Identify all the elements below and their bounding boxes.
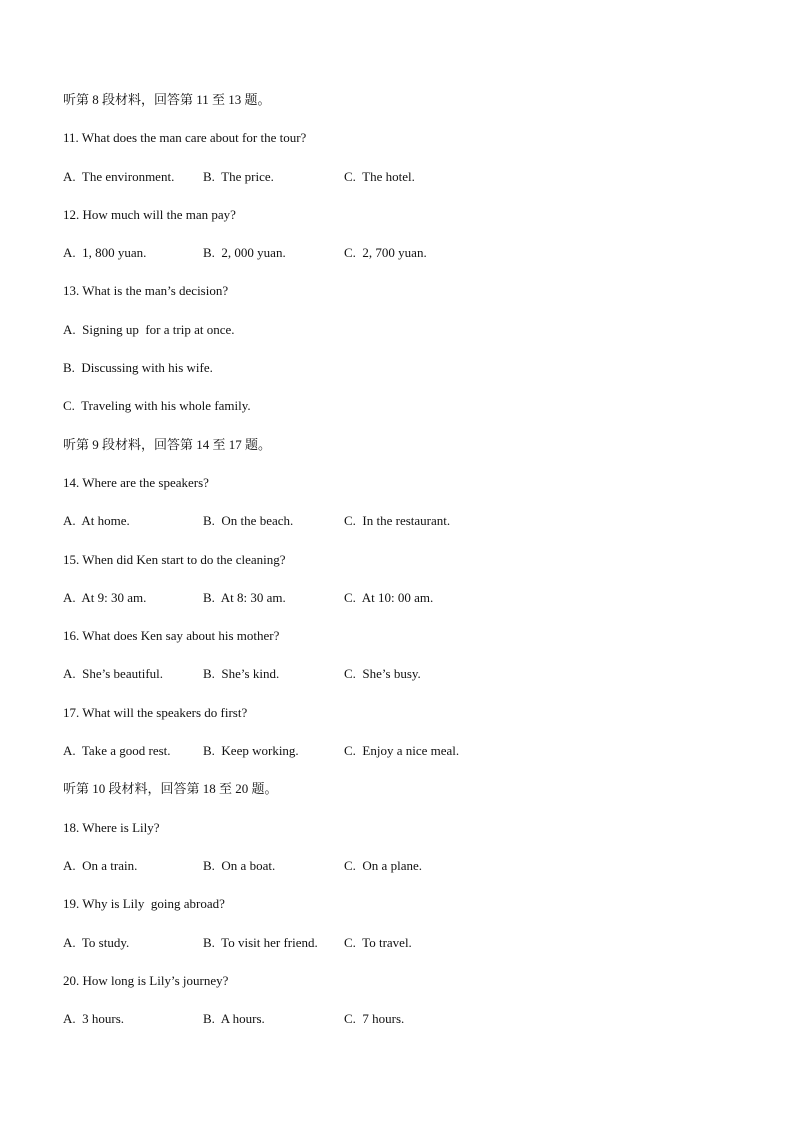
answer-option-a: A. Take a good rest.: [63, 743, 171, 759]
question-stem: 17. What will the speakers do first?: [63, 704, 248, 720]
answer-option-c: C. At 10: 00 am.: [344, 589, 434, 605]
answer-options: [63, 590, 743, 628]
answer-option-a: A. The environment.: [63, 168, 175, 184]
answer-option-c: C. Enjoy a nice meal.: [344, 743, 460, 759]
answer-option-b: B. To visit her friend.: [203, 934, 318, 950]
listening-questions: [63, 92, 743, 1049]
answer-options: [63, 245, 743, 283]
answer-option-a: A. She’s beautiful.: [63, 666, 164, 682]
question-stem: 13. What is the man’s decision?: [63, 283, 229, 299]
answer-option-b: B. On a boat.: [203, 857, 276, 873]
section-heading: 听第 10 段材料，回答第 18 至 20 题。: [63, 781, 278, 797]
answer-option-a: A. 1, 800 yuan.: [63, 245, 147, 261]
answer-option-a: A. Signing up for a trip at once.: [63, 321, 235, 337]
answer-option-b: B. A hours.: [203, 1011, 265, 1027]
question-stem: 20. How long is Lily’s journey?: [63, 972, 229, 988]
answer-option-a: A. At home.: [63, 513, 130, 529]
answer-options: [63, 743, 743, 781]
answer-option-b: B. 2, 000 yuan.: [203, 245, 286, 261]
answer-option-b: B. She’s kind.: [203, 666, 280, 682]
answer-options: [63, 513, 743, 551]
question-stem: 16. What does Ken say about his mother?: [63, 628, 280, 644]
answer-option-c: C. 7 hours.: [344, 1011, 405, 1027]
answer-option-b: B. Keep working.: [203, 743, 299, 759]
answer-option-b: B. The price.: [203, 168, 274, 184]
answer-option-c: C. She’s busy.: [344, 666, 421, 682]
answer-option-a: A. To study.: [63, 934, 130, 950]
section-heading: 听第 9 段材料，回答第 14 至 17 题。: [63, 436, 272, 452]
question-stem: 19. Why is Lily going abroad?: [63, 896, 225, 912]
answer-option-a: A. At 9: 30 am.: [63, 589, 147, 605]
answer-option-c: C. 2, 700 yuan.: [344, 245, 427, 261]
answer-option-a: A. 3 hours.: [63, 1011, 125, 1027]
answer-options: [63, 169, 743, 207]
answer-option-c: C. In the restaurant.: [344, 513, 451, 529]
answer-option-b: B. At 8: 30 am.: [203, 589, 286, 605]
answer-option-c: C. Traveling with his whole family.: [63, 398, 251, 414]
answer-options: [63, 858, 743, 896]
answer-options: [63, 666, 743, 704]
answer-option-c: C. The hotel.: [344, 168, 415, 184]
answer-option-c: C. To travel.: [344, 934, 412, 950]
question-stem: 11. What does the man care about for the tour?: [63, 130, 307, 146]
question-stem: 15. When did Ken start to do the cleaning?: [63, 551, 286, 567]
section-heading: 听第 8 段材料，回答第 11 至 13 题。: [63, 92, 271, 107]
answer-options: [63, 935, 743, 973]
question-stem: 14. Where are the speakers?: [63, 474, 209, 490]
question-stem: 12. How much will the man pay?: [63, 206, 236, 222]
answer-option-b: B. Discussing with his wife.: [63, 360, 213, 376]
answer-option-c: C. On a plane.: [344, 857, 422, 873]
answer-option-a: A. On a train.: [63, 857, 138, 873]
answer-option-b: B. On the beach.: [203, 513, 294, 529]
answer-options: [63, 1011, 743, 1049]
question-stem: 18. Where is Lily?: [63, 819, 160, 835]
